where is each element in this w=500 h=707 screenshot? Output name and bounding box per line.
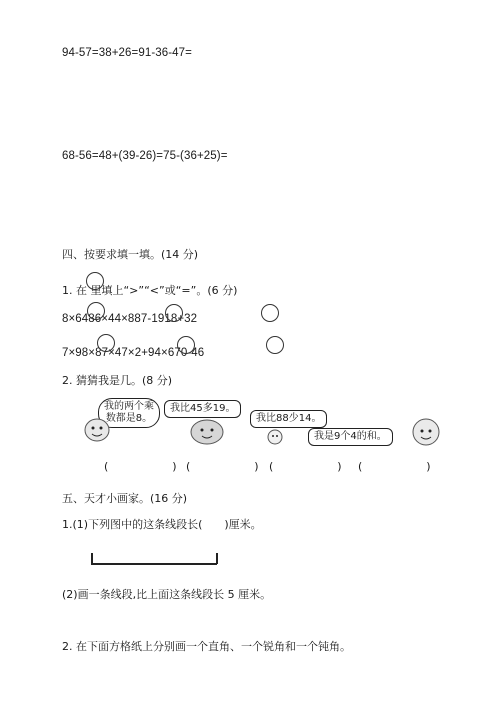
question-1-label: 1. 在 里填上“>”“<”或“=”。(6 分) (62, 284, 238, 297)
mascot-icon (408, 412, 444, 450)
speech-bubble: 我比88少14。 (250, 410, 327, 428)
answer-circle[interactable] (165, 304, 183, 322)
compare-row-1: 8×6486×44×887-1918+32 (62, 313, 198, 325)
question-5-2-label: 2. 在下面方格纸上分别画一个直角、一个锐角和一个钝角。 (62, 640, 351, 653)
question-2-label: 2. 猜猜我是几。(8 分) (62, 374, 173, 387)
compare-row-2: 7×98×87×47×2+94×670-46 (62, 347, 205, 359)
answer-blank[interactable]: ( ) (358, 460, 445, 473)
answer-blank[interactable]: ( ) (186, 460, 273, 473)
mascot-icon (185, 412, 229, 448)
answer-blank[interactable]: ( ) (269, 460, 356, 473)
segment-endpoint-right (216, 553, 218, 564)
answer-blank[interactable]: ( ) (104, 460, 191, 473)
question-5-1-label: 1.(1)下列图中的这条线段长( )厘米。 (62, 518, 262, 531)
speech-bubble: 我比45多19。 (164, 400, 241, 418)
mascot-icon (260, 426, 290, 448)
speech-bubble: 我是9个4的和。 (308, 428, 393, 446)
equation-line-2: 68-56=48+(39-26)=75-(36+25)= (62, 150, 228, 162)
answer-circle[interactable] (177, 336, 195, 354)
mascot-icon (78, 400, 116, 446)
segment-endpoint-left (91, 553, 93, 564)
speech-bubble: 我的两个乘数都是8。 (98, 398, 160, 428)
section-5-title: 五、天才小画家。(16 分) (62, 492, 188, 505)
answer-circle[interactable] (87, 302, 105, 320)
question-5-1b-label: (2)画一条线段,比上面这条线段长 5 厘米。 (62, 588, 272, 601)
line-segment (91, 563, 217, 565)
answer-circle[interactable] (97, 334, 115, 352)
answer-circle[interactable] (261, 304, 279, 322)
answer-circle[interactable] (86, 272, 104, 290)
answer-circle[interactable] (266, 336, 284, 354)
equation-line-1: 94-57=38+26=91-36-47= (62, 47, 192, 59)
section-4-title: 四、按要求填一填。(14 分) (62, 248, 199, 261)
